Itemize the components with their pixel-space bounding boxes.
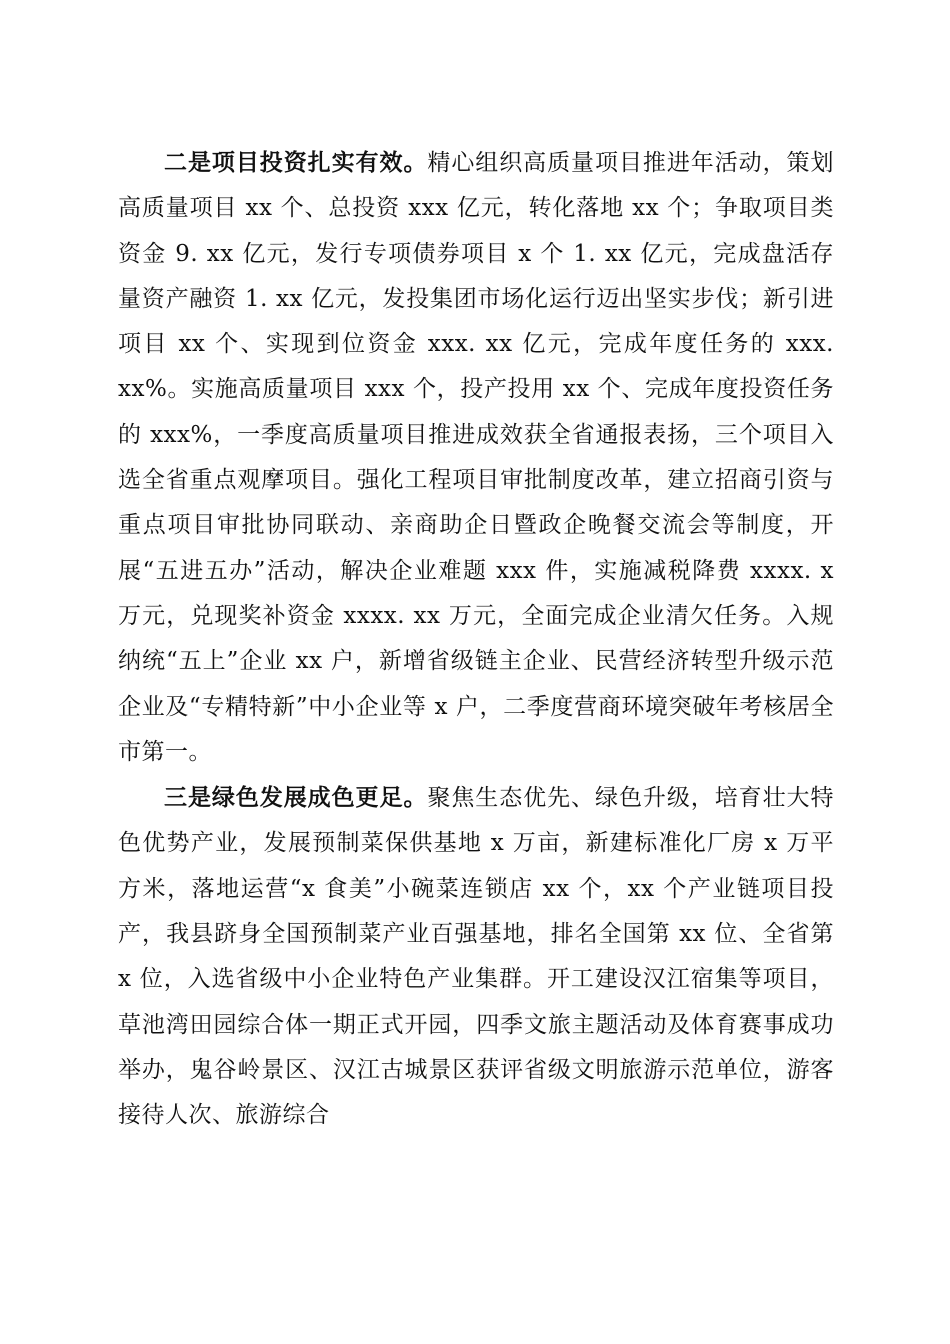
document-page [118,140,834,1139]
paragraph-lead: 二是项目投资扎实有效。 [164,149,428,176]
paragraph-project-investment [118,140,834,775]
paragraph-green-development [118,775,834,1138]
paragraph-body: 精心组织高质量项目推进年活动，策划高质量项目 xx 个、总投资 xxx 亿元，转化落地 xx 个；争取项目类资金 9. xx 亿元，发行专项债券项目 x 个 1. xx 亿元，完成盘活存量资产融资 1. xx 亿元，发投集团市场化运行迈出坚实步伐；新引进项目 xx 个、实现到位资金 xxx. xx 亿元，完成年度任务的 xxx. xx%。实施高质量项目 xxx 个，投产投用 xx 个、完成年度投资任务的 xxx%，一季度高质量项目推进成效获全省通报表扬，三个项目入选全省重点观摩项目。强化工程项目审批制度改革，建立招商引资与重点项目审批协同联动、亲商助企日暨政企晚餐交流会等制度，开展“五进五办”活动，解决企业难题 xxx 件，实施减税降费 xxxx. x 万元，兑现奖补资金 xxxx. xx 万元，全面完成企业清欠任务。入规纳统“五上”企业 xx 户，新增省级链主企业、民营经济转型升级示范企业及“专精特新”中小企业等 x 户，二季度营商环境突破年考核居全市第一。 [118,150,835,765]
paragraph-body: 聚焦生态优先、绿色升级，培育壮大特色优势产业，发展预制菜保供基地 x 万亩，新建标准化厂房 x 万平方米，落地运营“x 食美”小碗菜连锁店 xx 个，xx 个产业链项目投产，我县跻身全国预制菜产业百强基地，排名全国第 xx 位、全省第 x 位，入选省级中小企业特色产业集群。开工建设汉江宿集等项目，草池湾田园综合体一期正式开园，四季文旅主题活动及体育赛事成功举办，鬼谷岭景区、汉江古城景区获评省级文明旅游示范单位，游客接待人次、旅游综合 [118,785,835,1129]
paragraph-lead: 三是绿色发展成色更足。 [164,784,428,812]
